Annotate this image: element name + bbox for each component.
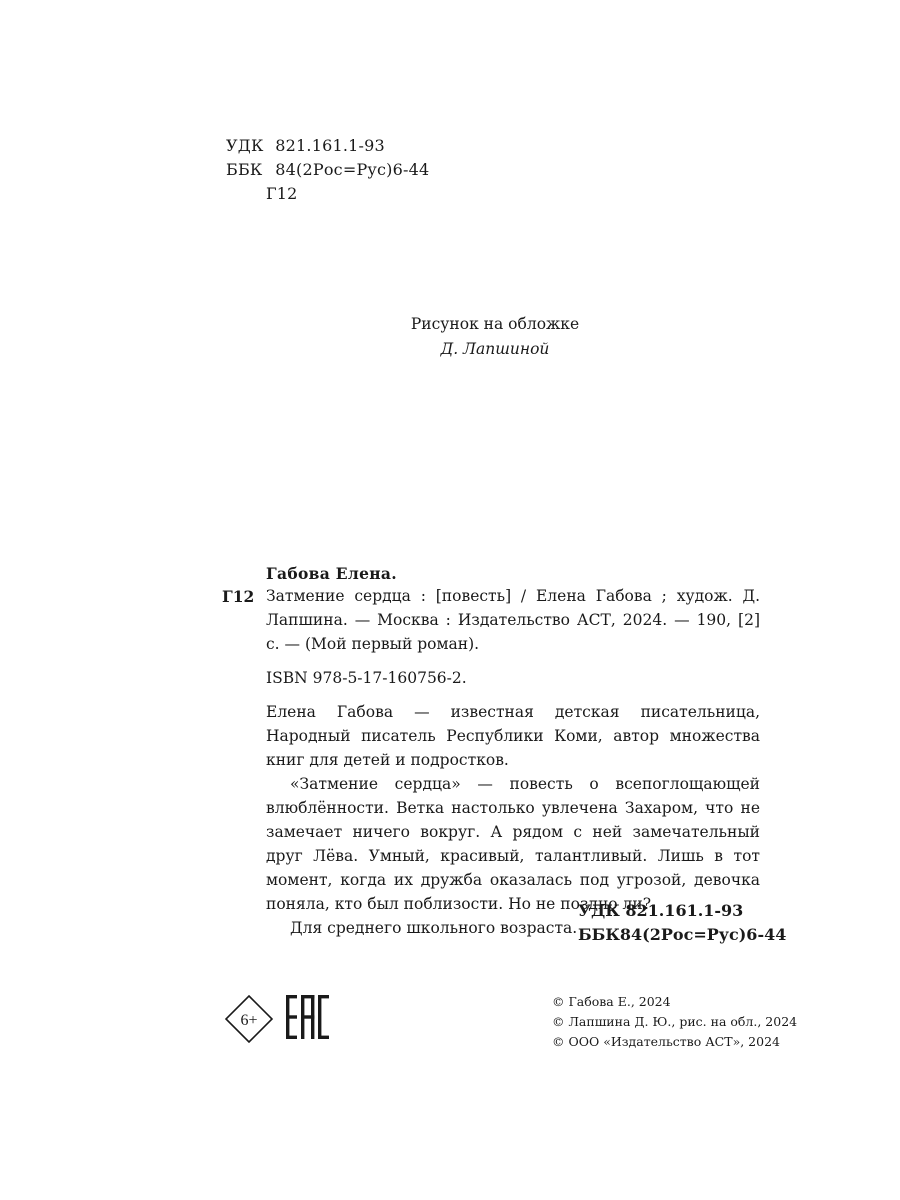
- age-rating-text: 6+: [240, 1012, 258, 1029]
- card-description: Затмение сердца : [повесть] / Елена Габова ; худож. Д. Лапшина. — Москва : Издательство АСТ, 2024. — 190, [2] с. — (Мой первый роман).: [266, 587, 760, 653]
- author-sign: Г12: [266, 184, 298, 203]
- classification-bottom: [578, 899, 786, 947]
- card-author: Габова Елена.: [266, 564, 397, 583]
- card-author-code: Г12: [222, 587, 255, 606]
- card-isbn: ISBN 978-5-17-160756-2.: [266, 669, 467, 687]
- card-audience: Для среднего школьного возраста.: [290, 919, 578, 937]
- age-rating-icon: [225, 995, 273, 1043]
- bbk-bottom: ББК84(2Рос=Рус)6-44: [578, 925, 787, 944]
- cover-credit-line: Рисунок на обложке: [410, 315, 580, 333]
- eac-mark-icon: [286, 993, 330, 1041]
- catalog-card-body: [266, 584, 760, 940]
- cover-credit: [300, 312, 690, 362]
- copyrights: [552, 992, 797, 1052]
- classification-top: [226, 134, 429, 206]
- bbk-top-row: [226, 158, 429, 182]
- cover-artist: Д. Лапшиной: [440, 340, 550, 358]
- bbk-label: ББК: [226, 160, 263, 179]
- udk-value: 821.161.1-93: [275, 136, 385, 155]
- card-annotation-2: «Затмение сердца» — повесть о всепоглощающей влюблённости. Ветка настолько увлечена Захаром, что не замечает ничего вокруг. А рядом с ней замечательный друг Лёва. Умный, красивый, талантливый. Лишь в тот момент, когда их дружба оказалась под угрозой, девочка поняла, кто был поблизости. Но не поздно ли?: [266, 775, 760, 913]
- udk-label: УДК: [226, 136, 264, 155]
- udk-bottom: УДК 821.161.1-93: [578, 901, 744, 920]
- copyright-line: © Габова Е., 2024: [552, 994, 671, 1009]
- udk-top-row: [226, 134, 429, 158]
- bbk-value: 84(2Рос=Рус)6-44: [275, 160, 430, 179]
- copyright-line: © Лапшина Д. Ю., рис. на обл., 2024: [552, 1014, 798, 1029]
- copyright-line: © ООО «Издательство АСТ», 2024: [552, 1034, 780, 1049]
- card-annotation-1: Елена Габова — известная детская писательница, Народный писатель Республики Коми, автор множества книг для детей и подростков.: [266, 703, 760, 769]
